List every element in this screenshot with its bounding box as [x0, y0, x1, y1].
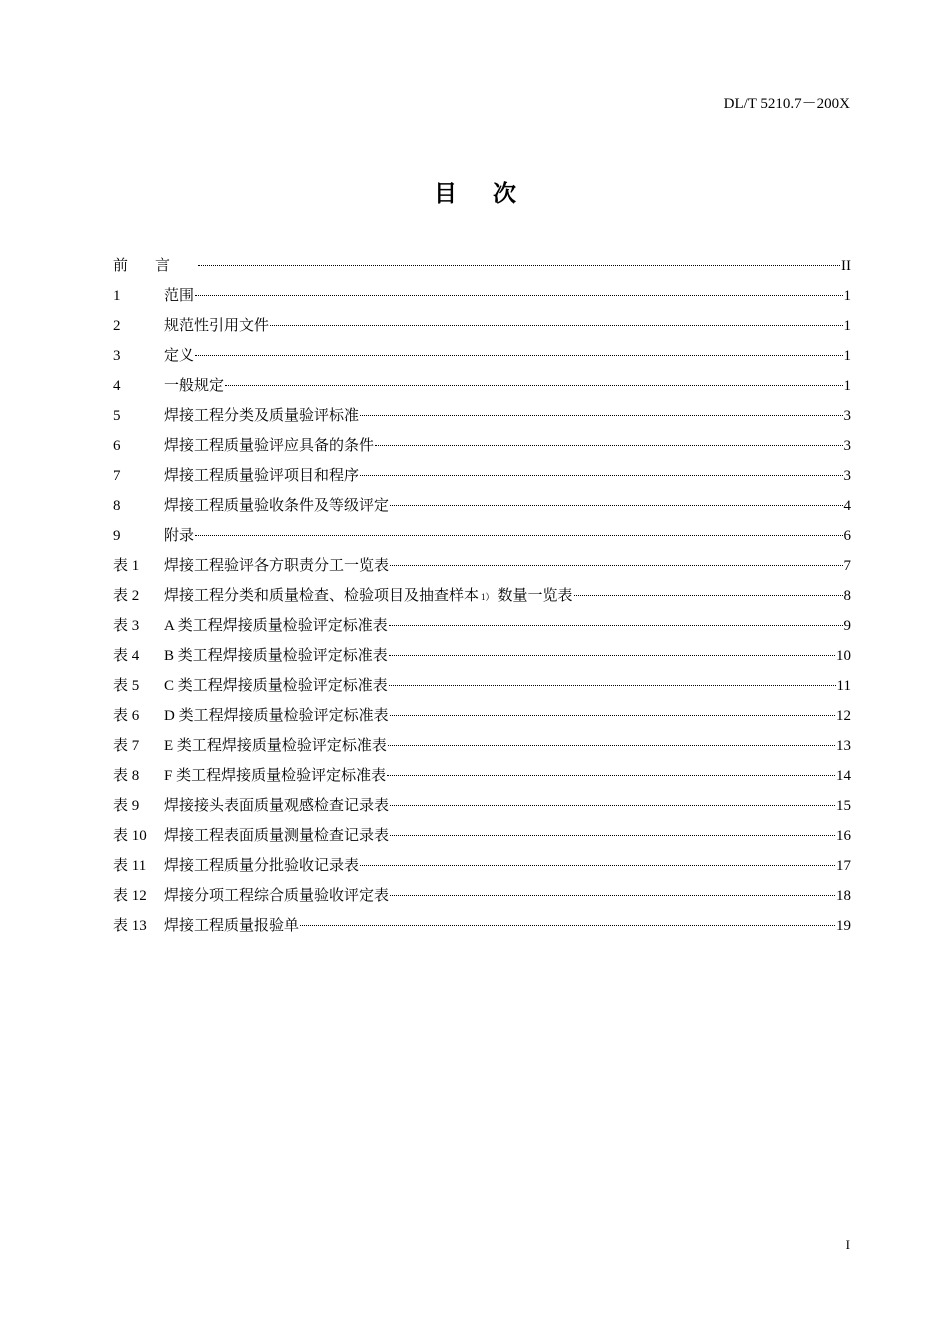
toc-entry-label: F 类工程焊接质量检验评定标准表: [164, 768, 387, 784]
toc-entry[interactable]: [113, 911, 851, 941]
toc-entry-page: 3: [843, 408, 851, 424]
toc-entry[interactable]: [113, 761, 851, 791]
toc-entry[interactable]: [113, 731, 851, 761]
toc-dot-leader: [390, 895, 835, 896]
toc-entry-page: 7: [843, 558, 851, 574]
toc-entry-page: 13: [836, 738, 851, 754]
toc-entry-page: 1: [843, 378, 851, 394]
toc-entry[interactable]: [113, 881, 851, 911]
toc-entry-label-suffix: 数量一览表: [497, 588, 573, 604]
toc-entry-number: 表 5: [113, 678, 140, 694]
toc-entry[interactable]: [113, 611, 851, 641]
toc-entry[interactable]: [113, 341, 851, 371]
toc-dot-leader: [300, 925, 835, 926]
toc-dot-leader: [360, 475, 842, 476]
toc-dot-leader: [195, 535, 842, 536]
toc-entry-number: 8: [113, 498, 121, 514]
toc-entry[interactable]: [113, 401, 851, 431]
toc-entry-label: 焊接工程质量验评应具备的条件: [164, 438, 375, 454]
toc-entry-page: 1: [843, 288, 851, 304]
toc-entry-number: 表 8: [113, 768, 140, 784]
toc-entry-label: 焊接工程质量报验单: [164, 918, 300, 934]
document-code: DL/T 5210.7－200X: [723, 96, 850, 112]
toc-entry-page: 19: [836, 918, 851, 934]
toc-entry-page: II: [841, 258, 851, 274]
toc-entry-number: 表 1: [113, 558, 140, 574]
toc-dot-leader: [390, 835, 835, 836]
toc-dot-leader: [375, 445, 842, 446]
toc-entry-number: 9: [113, 528, 121, 544]
toc-entry-number: 6: [113, 438, 121, 454]
toc-entry[interactable]: [113, 281, 851, 311]
toc-dot-leader: [390, 565, 842, 566]
toc-entry-label: 焊接工程分类和质量检查、检验项目及抽查样本: [164, 588, 480, 604]
toc-entry-number: 表 13: [113, 918, 147, 934]
toc-entry-page: 18: [836, 888, 851, 904]
toc-entry[interactable]: [113, 431, 851, 461]
toc-entry-page: 3: [843, 438, 851, 454]
toc-entry-number: 5: [113, 408, 121, 424]
toc-entry-label: A 类工程焊接质量检验评定标准表: [164, 618, 388, 634]
toc-dot-leader: [389, 685, 836, 686]
toc-entry-preface[interactable]: [113, 251, 851, 281]
toc-entry-page: 1: [843, 318, 851, 334]
toc-entry[interactable]: [113, 461, 851, 491]
toc-entry[interactable]: 表 2 焊接工程分类和质量检查、检验项目及抽查样本 1） 数量一览表 8: [113, 581, 851, 611]
toc-dot-leader: [225, 385, 842, 386]
toc-entry-number: 3: [113, 348, 121, 364]
toc-entry-label: 范围: [164, 288, 195, 304]
toc-entry-number: 1: [113, 288, 121, 304]
toc-entry-page: 3: [843, 468, 851, 484]
toc-entry[interactable]: [113, 641, 851, 671]
toc-entry[interactable]: [113, 551, 851, 581]
toc-entry-number: 表 9: [113, 798, 140, 814]
toc-entry-number: 4: [113, 378, 121, 394]
toc-dot-leader: [387, 775, 835, 776]
toc-entry-number: 7: [113, 468, 121, 484]
toc-entry-page: 14: [836, 768, 851, 784]
toc-entry-page: 15: [836, 798, 851, 814]
toc-entry[interactable]: [113, 491, 851, 521]
toc-dot-leader: [390, 715, 835, 716]
toc-entry-label: 定义: [164, 348, 195, 364]
toc-entry-number: 表 2: [113, 588, 140, 604]
toc-entry-label: 附录: [164, 528, 195, 544]
toc-dot-leader: [198, 265, 840, 266]
toc-entry-label: D 类工程焊接质量检验评定标准表: [164, 708, 389, 724]
toc-entry[interactable]: [113, 851, 851, 881]
toc-entry-number: 表 6: [113, 708, 140, 724]
toc-entry-page: 9: [843, 618, 851, 634]
toc-entry-number: 表 7: [113, 738, 140, 754]
toc-entry-page: 1: [843, 348, 851, 364]
toc-entry-label: C 类工程焊接质量检验评定标准表: [164, 678, 388, 694]
toc-entry-page: 17: [836, 858, 851, 874]
toc-dot-leader: [360, 865, 835, 866]
toc-entry[interactable]: [113, 311, 851, 341]
toc-entry-label: 规范性引用文件: [164, 318, 270, 334]
toc-entry-number: 表 12: [113, 888, 147, 904]
toc-entry-page: 6: [843, 528, 851, 544]
toc-entry-label: 焊接工程质量分批验收记录表: [164, 858, 360, 874]
toc-dot-leader: [195, 295, 842, 296]
page-number: I: [845, 1237, 850, 1252]
toc-entry-number: 表 4: [113, 648, 140, 664]
toc-dot-leader: [360, 415, 842, 416]
toc-entry-page: 8: [843, 588, 851, 604]
toc-entry-page: 10: [836, 648, 851, 664]
toc-dot-leader: [270, 325, 842, 326]
toc-dot-leader: [388, 745, 835, 746]
toc-dot-leader: [389, 625, 843, 626]
toc-entry[interactable]: [113, 821, 851, 851]
toc-entry-label: 焊接工程质量验评项目和程序: [164, 468, 360, 484]
toc-entry-label: 一般规定: [164, 378, 225, 394]
toc-entry-label: 焊接工程表面质量测量检查记录表: [164, 828, 390, 844]
toc-entry-label: 焊接工程质量验收条件及等级评定: [164, 498, 390, 514]
toc-entry[interactable]: [113, 791, 851, 821]
toc-entry-label: E 类工程焊接质量检验评定标准表: [164, 738, 387, 754]
toc-entry-label: 焊接工程验评各方职责分工一览表: [164, 558, 390, 574]
toc-entry-label: 焊接接头表面质量观感检查记录表: [164, 798, 390, 814]
toc-dot-leader: [195, 355, 842, 356]
toc-entry[interactable]: [113, 671, 851, 701]
toc-entry[interactable]: [113, 371, 851, 401]
toc-entry[interactable]: [113, 701, 851, 731]
toc-dot-leader: [390, 805, 835, 806]
table-of-contents: [113, 251, 851, 941]
toc-entry-page: 4: [843, 498, 851, 514]
toc-dot-leader: [389, 655, 835, 656]
toc-entry[interactable]: [113, 521, 851, 551]
page-title: 目次: [434, 181, 552, 207]
toc-entry-label: B 类工程焊接质量检验评定标准表: [164, 648, 388, 664]
toc-dot-leader: [574, 595, 843, 596]
toc-entry-number: 表 11: [113, 858, 147, 874]
toc-dot-leader: [390, 505, 842, 506]
toc-entry-label: 焊接工程分类及质量验评标准: [164, 408, 360, 424]
toc-entry-number: 表 10: [113, 828, 147, 844]
toc-entry-page: 11: [836, 678, 851, 694]
toc-entry-number: 2: [113, 318, 121, 334]
toc-entry-label: 焊接分项工程综合质量验收评定表: [164, 888, 390, 904]
toc-entry-number: 表 3: [113, 618, 140, 634]
toc-entry-page: 16: [836, 828, 851, 844]
toc-entry-page: 12: [836, 708, 851, 724]
toc-entry-label: 前言: [113, 258, 198, 274]
